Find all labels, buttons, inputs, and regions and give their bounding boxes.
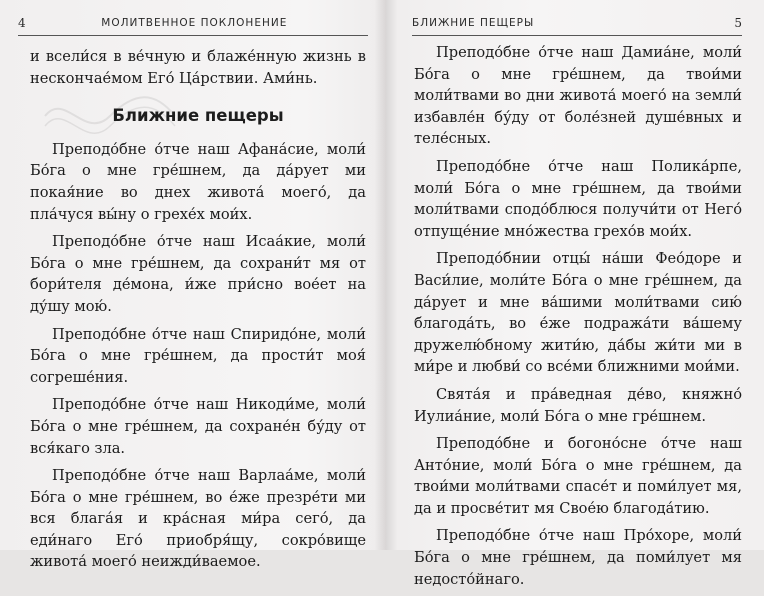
prayer-paragraph: Преподо́бнии отцы́ на́ши Фео́доре и Васи́лие, моли́те Бо́га о мне гре́шнем, да да́рует и мне ва́шими моли́твами сию́ благода́ть, во е́же подража́ти ва́шему дружелю́бному жити́ю, да́бы жи́ти ми в ми́ре и любви́ со все́ми ближними мои́ми. xyxy=(414,250,742,376)
prayer-paragraph: Преподо́бне и богоно́сне о́тче наш Анто́ние, моли́ Бо́га о мне гре́шнем, да твои́ми моли́твами спасе́т и поми́лует мя, да и просве́тит мя Свое́ю благода́тию. xyxy=(414,435,742,517)
right-page-header xyxy=(412,14,742,32)
left-page-text xyxy=(30,46,366,579)
prayer-paragraph: Преподо́бне о́тче наш Спиридо́не, моли́ Бо́га о мне гре́шнем, да прости́т моя́ согреше́ния. xyxy=(30,325,366,386)
right-page-text xyxy=(414,42,742,596)
right-page xyxy=(390,0,764,588)
prayer-paragraph: Преподо́бне о́тче наш Полика́рпе, моли́ Бо́га о мне гре́шнем, да твои́ми моли́твами сподо́блюся получи́ти от Него́ отпуще́ние мно́жества грехо́в мои́х. xyxy=(414,157,742,240)
right-page-number: 5 xyxy=(734,16,742,30)
prayer-paragraph: Преподо́бне о́тче наш Варлаа́ме, моли́ Бо́га о мне гре́шнем, во е́же презре́ти ми вся блага́я и кра́сная ми́ра сего́, да еди́наго Его́ приобря́щу, сокро́вище живота́ моего́ неижди́ваемое. xyxy=(30,467,366,571)
left-page xyxy=(0,0,378,571)
section-title: Ближние пещеры xyxy=(112,106,284,126)
right-running-title: БЛИЖНИЕ ПЕЩЕРЫ xyxy=(412,17,535,29)
left-page-header xyxy=(18,14,373,32)
left-header-rule xyxy=(18,35,368,36)
prayer-paragraph: Преподо́бне о́тче наш Исаа́кие, моли́ Бо́га о мне гре́шнем, да сохрани́т мя от бори́теля де́мона, и́же при́сно вое́ет на ду́шу мою́. xyxy=(30,233,366,315)
continuation-paragraph: и всели́ся в ве́чную и блаже́нную жизнь в нескончае́мом Его́ Ца́рствии. Ами́нь. xyxy=(30,48,366,87)
prayer-paragraph: Преподо́бне о́тче наш Дамиа́не, моли́ Бо́га о мне гре́шнем, да твои́ми моли́твами во дни живота́ моего́ на земли́ избавле́н бу́ду от боле́зней душе́вных и теле́сных. xyxy=(414,44,742,148)
prayer-paragraph: Преподо́бне о́тче наш Про́хоре, моли́ Бо́га о мне гре́шнем, да поми́лует мя недосто́йнаго. xyxy=(414,527,742,588)
left-running-title: МОЛИТВЕННОЕ ПОКЛОНЕНИЕ xyxy=(101,17,288,29)
left-page-number: 4 xyxy=(18,16,26,30)
prayer-paragraph: Преподо́бне о́тче наш Афана́сие, моли́ Бо́га о мне гре́шнем, да да́рует ми покая́ние во днех живота́ моего́, да пла́чуся вы́ну о грехе́х мои́х. xyxy=(30,140,366,223)
prayer-paragraph: Свята́я и пра́ведная де́во, княжно́ Иулиа́ние, моли́ Бо́га о мне гре́шнем. xyxy=(414,385,742,425)
right-header-rule xyxy=(412,35,742,36)
prayer-paragraph: Преподо́бне о́тче наш Никоди́ме, моли́ Бо́га о мне гре́шнем, да сохране́н бу́ду от вся́каго зла. xyxy=(30,396,366,457)
